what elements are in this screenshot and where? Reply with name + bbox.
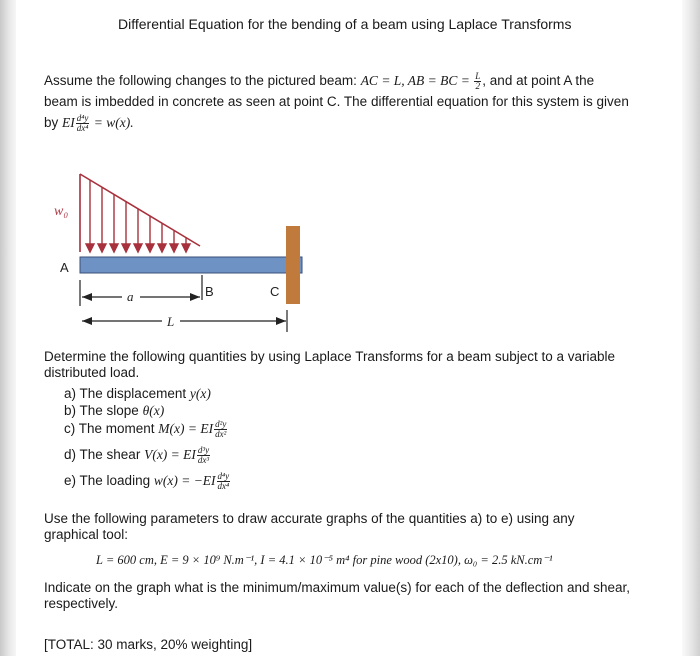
intro-line-2: beam is imbedded in concrete as seen at point C. The differential equation for this system is given — [44, 94, 629, 109]
use-line-1: Use the following parameters to draw accurate graphs of the quantities a) to e) using any — [44, 511, 575, 526]
intro-deriv-den: dx⁴ — [76, 122, 89, 133]
item-a-text: The displacement — [79, 386, 190, 401]
item-b-label: b) — [64, 403, 77, 418]
item-d-den: dx³ — [197, 455, 210, 465]
item-d-math: V(x) = EI — [144, 447, 196, 463]
item-a-label: a) — [64, 386, 77, 401]
load-label: w₀ — [54, 204, 69, 219]
item-c-math: M(x) = EI — [158, 421, 214, 437]
item-e-text: The loading — [79, 473, 154, 489]
photo-frame-right — [682, 0, 700, 656]
beam-diagram — [40, 160, 340, 340]
photo-frame-left — [0, 0, 16, 656]
intro-deriv — [76, 114, 90, 133]
item-d-num: d³y — [197, 445, 210, 455]
item-a-math: y(x) — [189, 386, 211, 401]
item-c-den: dx² — [215, 429, 227, 439]
point-c-label: C — [270, 284, 280, 299]
item-c-text: The moment — [78, 421, 159, 437]
item-d-label: d) — [64, 447, 77, 463]
list-item — [64, 472, 231, 491]
total-marks: [TOTAL: 30 marks, 20% weighting] — [44, 637, 253, 652]
intro-frac-den: 2 — [475, 80, 481, 91]
intro-frac-num: L — [475, 70, 481, 81]
list-item — [64, 386, 211, 402]
dim-l-arrow-left — [82, 317, 92, 325]
determine-paragraph — [44, 349, 644, 381]
wall-support — [286, 226, 300, 304]
intro-rhs: = w(x). — [90, 115, 134, 130]
item-d-frac — [197, 446, 210, 465]
list-item — [64, 403, 164, 419]
page-title: Differential Equation for the bending of a beam using Laplace Transforms — [118, 16, 572, 32]
list-item — [64, 446, 211, 465]
item-d-text: The shear — [79, 447, 145, 463]
intro-text-1: Assume the following changes to the pictured beam: — [44, 73, 361, 88]
item-c-frac — [214, 420, 227, 439]
intro-ei: EI — [62, 115, 75, 130]
item-e-num: d⁴y — [217, 471, 230, 481]
intro-text-2: , and at point A the — [482, 73, 595, 88]
intro-deriv-num: d⁴y — [76, 112, 89, 123]
load-line — [80, 174, 200, 246]
list-item — [64, 420, 228, 439]
determine-line-2: distributed load. — [44, 365, 140, 380]
dim-a-label: a — [127, 289, 134, 304]
beam — [80, 257, 302, 273]
item-e-math: w(x) = −EI — [153, 473, 216, 489]
dim-a-arrow-left — [82, 293, 92, 301]
dim-l-label: L — [167, 314, 175, 329]
item-b-math: θ(x) — [142, 403, 165, 418]
intro-eq: AC = L, AB = BC = — [360, 73, 474, 88]
item-c-num: d²y — [215, 419, 227, 429]
intro-line3-pre: by — [44, 115, 63, 130]
load-arrows — [86, 180, 190, 252]
use-line-2: graphical tool: — [44, 527, 129, 542]
dim-l-arrow-right — [276, 317, 286, 325]
indicate-line-1: Indicate on the graph what is the minimum/maximum value(s) for each of the deflection and shear, — [44, 580, 631, 595]
point-a-label: A — [60, 260, 69, 275]
point-b-label: B — [205, 284, 214, 299]
determine-line-1: Determine the following quantities by using Laplace Transforms for a beam subject to a variable — [44, 349, 616, 364]
intro-paragraph — [44, 70, 644, 133]
dim-a-arrow-right — [190, 293, 200, 301]
item-e-frac — [217, 472, 231, 491]
item-e-den: dx⁴ — [217, 481, 230, 491]
item-e-label: e) — [64, 473, 77, 489]
item-b-text: The slope — [79, 403, 143, 418]
indicate-paragraph — [44, 580, 644, 612]
intro-frac — [474, 72, 481, 91]
use-paragraph — [44, 511, 644, 543]
indicate-line-2: respectively. — [44, 596, 119, 611]
parameters-line: L = 600 cm, E = 9 × 10⁹ N.m⁻¹, I = 4.1 × 10⁻⁵ m⁴ for pine wood (2x10), ω₀ = 2.5 kN.cm⁻¹ — [96, 553, 553, 567]
item-c-label: c) — [64, 421, 76, 437]
